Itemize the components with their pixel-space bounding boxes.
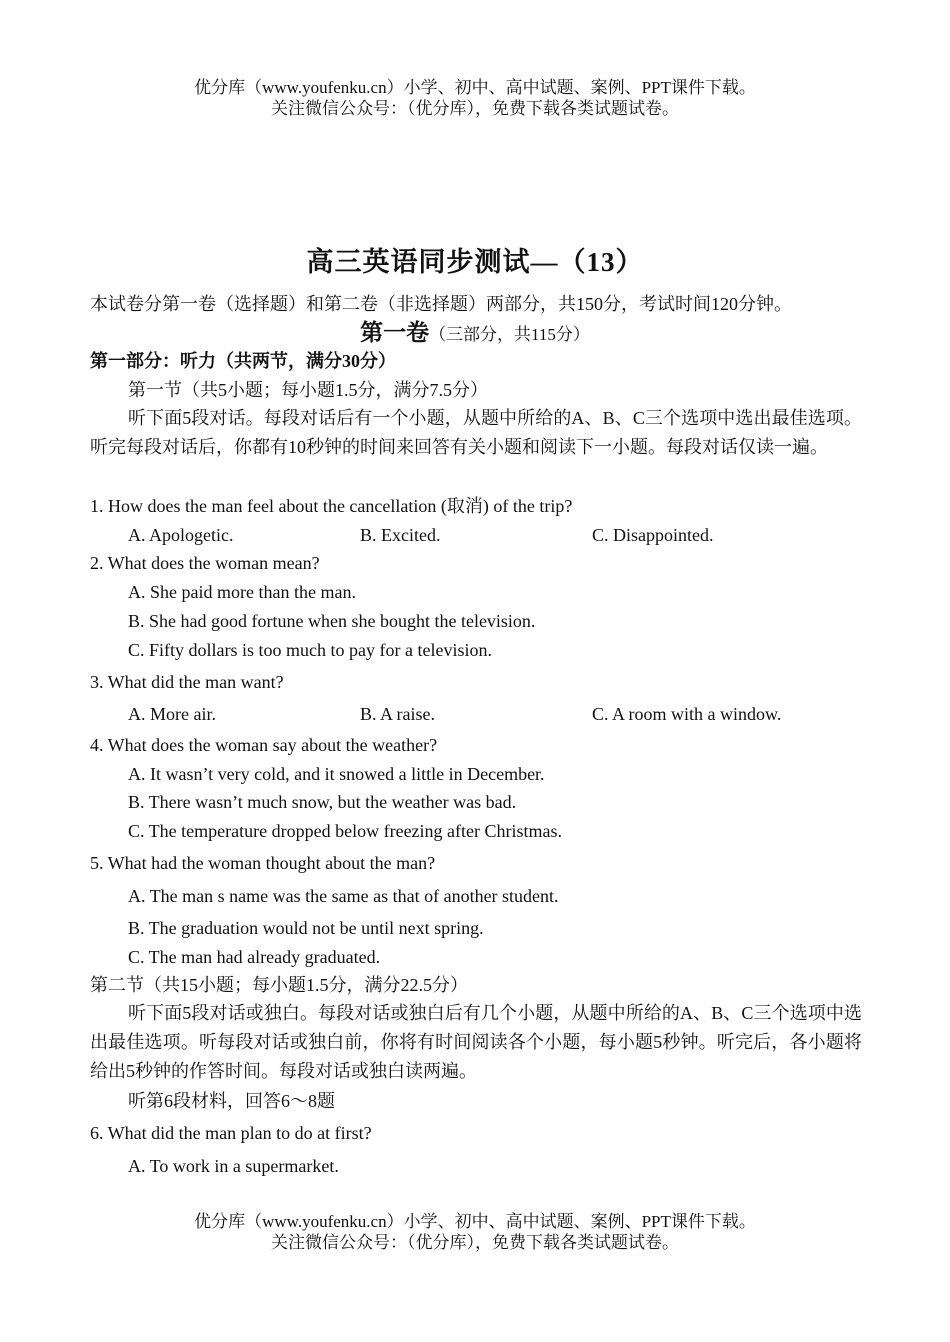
question-5: 5. What had the woman thought about the man?	[90, 853, 436, 873]
exam-intro: 本试卷分第一卷（选择题）和第二卷（非选择题）两部分，共150分，考试时间120分钟。	[90, 294, 792, 314]
exam-title: 高三英语同步测试—（13）	[306, 247, 644, 277]
question-1: 1. How does the man feel about the cancellation (取消) of the trip?	[90, 496, 573, 516]
page-footer	[0, 1211, 950, 1253]
q2-option-b: B. She had good fortune when she bought the television.	[128, 611, 536, 631]
header-line-1: 优分库（www.youfenku.cn）小学、初中、高中试题、案例、PPT课件下载。	[194, 78, 756, 97]
footer-line-2: 关注微信公众号：（优分库），免费下载各类试题试卷。	[271, 1233, 679, 1252]
q3-option-a: A. More air.	[128, 704, 216, 724]
part1-heading: 第一部分：听力（共两节，满分30分）	[90, 351, 396, 371]
footer-line-1: 优分库（www.youfenku.cn）小学、初中、高中试题、案例、PPT课件下载。	[194, 1212, 756, 1231]
q3-option-c: C. A room with a window.	[592, 704, 782, 724]
q5-option-c: C. The man had already graduated.	[128, 947, 381, 967]
section1-heading: 第一节（共5小题；每小题1.5分，满分7.5分）	[128, 380, 488, 400]
section1-instructions: 听下面5段对话。每段对话后有一个小题，从题中所给的A、B、C三个选项中选出最佳选项。听完每段对话后，你都有10秒钟的时间来回答有关小题和阅读下一小题。每段对话仅读一遍。	[90, 408, 862, 457]
question-6: 6. What did the man plan to do at first?	[90, 1123, 372, 1143]
question-3: 3. What did the man want?	[90, 672, 284, 692]
q4-option-a: A. It wasn’t very cold, and it snowed a little in December.	[128, 764, 545, 784]
q5-option-b: B. The graduation would not be until next spring.	[128, 918, 484, 938]
header-line-2: 关注微信公众号：（优分库），免费下载各类试题试卷。	[271, 99, 679, 118]
q4-option-c: C. The temperature dropped below freezing after Christmas.	[128, 821, 563, 841]
section2-instructions: 听下面5段对话或独白。每段对话或独白后有几个小题，从题中所给的A、B、C三个选项中选出最佳选项。听每段对话或独白前，你将有时间阅读各个小题，每小题5秒钟。听完后，各小题将给出5秒钟的作答时间。每段对话或独白读两遍。	[90, 1003, 862, 1081]
listen-6-heading: 听第6段材料，回答6～8题	[128, 1091, 335, 1111]
q4-option-b: B. There wasn’t much snow, but the weather was bad.	[128, 792, 517, 812]
question-2: 2. What does the woman mean?	[90, 553, 320, 573]
page-header	[0, 77, 950, 119]
q1-option-c: C. Disappointed.	[592, 525, 714, 545]
q1-option-b: B. Excited.	[360, 525, 441, 545]
q2-option-a: A. She paid more than the man.	[128, 582, 356, 602]
volume-note: （三部分，共115分）	[429, 325, 590, 344]
section2-heading: 第二节（共15小题；每小题1.5分，满分22.5分）	[90, 975, 468, 995]
q1-option-a: A. Apologetic.	[128, 525, 234, 545]
q5-option-a: A. The man s name was the same as that of another student.	[128, 886, 559, 906]
question-4: 4. What does the woman say about the weather?	[90, 735, 438, 755]
q3-option-b: B. A raise.	[360, 704, 435, 724]
q2-option-c: C. Fifty dollars is too much to pay for a television.	[128, 640, 492, 660]
volume-name: 第一卷	[360, 320, 430, 345]
q6-option-a: A. To work in a supermarket.	[128, 1156, 339, 1176]
volume-heading	[0, 318, 950, 350]
